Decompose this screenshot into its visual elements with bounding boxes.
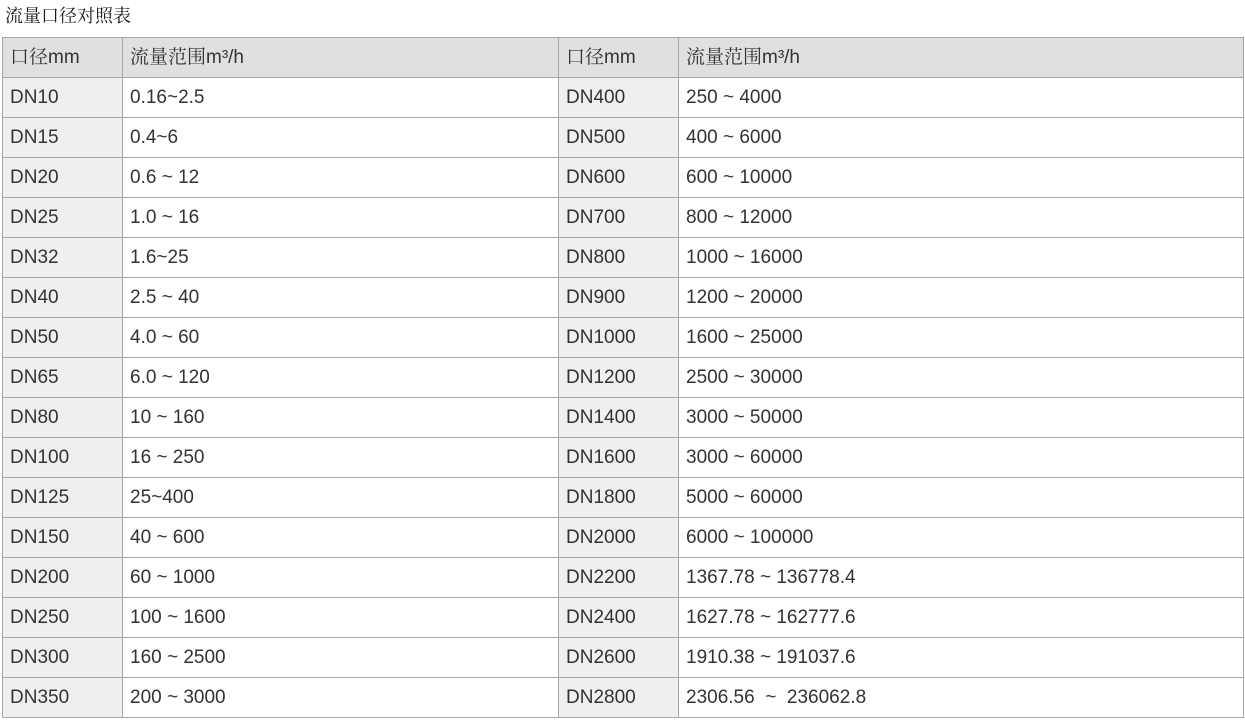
dn-cell: DN700 <box>559 198 679 238</box>
flow-cell: 800 ~ 12000 <box>679 198 1244 238</box>
header-flow-range-right: 流量范围m³/h <box>679 38 1244 78</box>
dn-cell: DN2800 <box>559 678 679 718</box>
flow-cell: 0.6 ~ 12 <box>123 158 559 198</box>
dn-cell: DN350 <box>3 678 123 718</box>
flow-cell: 1367.78 ~ 136778.4 <box>679 558 1244 598</box>
dn-cell: DN800 <box>559 238 679 278</box>
page-title: 流量口径对照表 <box>5 6 131 26</box>
header-diameter-left: 口径mm <box>3 38 123 78</box>
flow-cell: 0.16~2.5 <box>123 78 559 118</box>
dn-cell: DN150 <box>3 518 123 558</box>
dn-cell: DN10 <box>3 78 123 118</box>
dn-cell: DN2200 <box>559 558 679 598</box>
flow-cell: 25~400 <box>123 478 559 518</box>
flow-cell: 2.5 ~ 40 <box>123 278 559 318</box>
table-row <box>3 518 1244 558</box>
table-row <box>3 238 1244 278</box>
table-row <box>3 398 1244 438</box>
flow-cell: 400 ~ 6000 <box>679 118 1244 158</box>
dn-cell: DN25 <box>3 198 123 238</box>
table-row <box>3 438 1244 478</box>
table-row <box>3 318 1244 358</box>
dn-cell: DN125 <box>3 478 123 518</box>
dn-cell: DN32 <box>3 238 123 278</box>
dn-cell: DN1000 <box>559 318 679 358</box>
flow-cell: 16 ~ 250 <box>123 438 559 478</box>
table-row <box>3 278 1244 318</box>
dn-cell: DN500 <box>559 118 679 158</box>
flow-cell: 5000 ~ 60000 <box>679 478 1244 518</box>
header-diameter-right: 口径mm <box>559 38 679 78</box>
dn-cell: DN2600 <box>559 638 679 678</box>
flow-cell: 40 ~ 600 <box>123 518 559 558</box>
flow-cell: 4.0 ~ 60 <box>123 318 559 358</box>
dn-cell: DN1600 <box>559 438 679 478</box>
table-row <box>3 358 1244 398</box>
flow-cell: 200 ~ 3000 <box>123 678 559 718</box>
flow-cell: 2500 ~ 30000 <box>679 358 1244 398</box>
dn-cell: DN900 <box>559 278 679 318</box>
dn-cell: DN20 <box>3 158 123 198</box>
table-row <box>3 198 1244 238</box>
flow-cell: 6000 ~ 100000 <box>679 518 1244 558</box>
flow-cell: 160 ~ 2500 <box>123 638 559 678</box>
flow-cell: 1600 ~ 25000 <box>679 318 1244 358</box>
table-row <box>3 478 1244 518</box>
flow-cell: 6.0 ~ 120 <box>123 358 559 398</box>
dn-cell: DN250 <box>3 598 123 638</box>
table-row <box>3 558 1244 598</box>
flow-cell: 600 ~ 10000 <box>679 158 1244 198</box>
dn-cell: DN50 <box>3 318 123 358</box>
table-row <box>3 598 1244 638</box>
flow-cell: 3000 ~ 60000 <box>679 438 1244 478</box>
flow-cell: 1627.78 ~ 162777.6 <box>679 598 1244 638</box>
header-flow-range-left: 流量范围m³/h <box>123 38 559 78</box>
dn-cell: DN1200 <box>559 358 679 398</box>
dn-cell: DN80 <box>3 398 123 438</box>
table-body <box>3 78 1244 718</box>
dn-cell: DN1400 <box>559 398 679 438</box>
dn-cell: DN400 <box>559 78 679 118</box>
table-row <box>3 678 1244 718</box>
flow-cell: 100 ~ 1600 <box>123 598 559 638</box>
flow-cell: 1000 ~ 16000 <box>679 238 1244 278</box>
flow-cell: 1.6~25 <box>123 238 559 278</box>
dn-cell: DN2400 <box>559 598 679 638</box>
dn-cell: DN200 <box>3 558 123 598</box>
flow-cell: 250 ~ 4000 <box>679 78 1244 118</box>
dn-cell: DN100 <box>3 438 123 478</box>
flow-cell: 3000 ~ 50000 <box>679 398 1244 438</box>
flow-cell: 60 ~ 1000 <box>123 558 559 598</box>
table-row <box>3 158 1244 198</box>
dn-cell: DN1800 <box>559 478 679 518</box>
dn-cell: DN65 <box>3 358 123 398</box>
dn-cell: DN600 <box>559 158 679 198</box>
table-row <box>3 118 1244 158</box>
flow-cell: 10 ~ 160 <box>123 398 559 438</box>
flow-diameter-table <box>2 37 1244 718</box>
dn-cell: DN15 <box>3 118 123 158</box>
table-row <box>3 638 1244 678</box>
dn-cell: DN40 <box>3 278 123 318</box>
flow-cell: 2306.56 ~ 236062.8 <box>679 678 1244 718</box>
table-row <box>3 78 1244 118</box>
dn-cell: DN300 <box>3 638 123 678</box>
flow-cell: 1.0 ~ 16 <box>123 198 559 238</box>
flow-cell: 1200 ~ 20000 <box>679 278 1244 318</box>
table-header-row <box>3 38 1244 78</box>
dn-cell: DN2000 <box>559 518 679 558</box>
flow-cell: 1910.38 ~ 191037.6 <box>679 638 1244 678</box>
flow-cell: 0.4~6 <box>123 118 559 158</box>
